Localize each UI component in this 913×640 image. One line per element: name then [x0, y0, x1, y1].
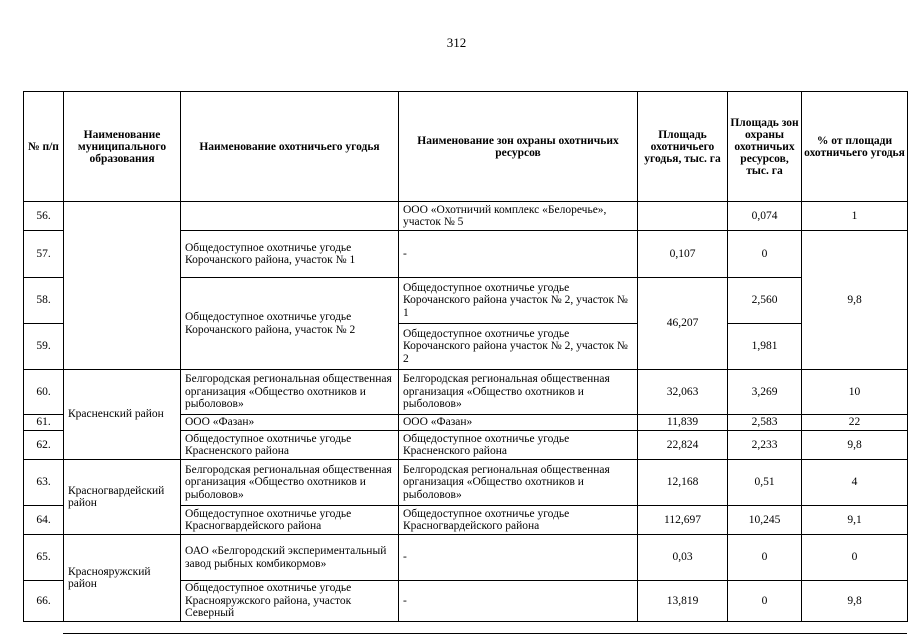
zone-area-cell: 1,981	[728, 324, 802, 370]
row-num: 61.	[24, 415, 64, 431]
table-row	[24, 460, 908, 506]
area-cell	[638, 202, 728, 231]
header-hunting-ground: Наименование охотничьего угодья	[181, 92, 399, 202]
hunting-ground-cell: Белгородская региональная общественная организация «Общество охотников и рыболовов»	[181, 370, 399, 415]
zone-area-cell: 2,233	[728, 431, 802, 460]
zone-area-cell: 0	[728, 231, 802, 278]
zone-area-cell: 10,245	[728, 506, 802, 535]
row-num: 62.	[24, 431, 64, 460]
percent-cell: 9,1	[802, 506, 908, 535]
protection-zone-cell: Общедоступное охотничье угодье Корочанского района участок № 2, участок № 2	[399, 324, 638, 370]
hunting-ground-cell: ОАО «Белгородский экспериментальный завод рыбных комбикормов»	[181, 535, 399, 581]
protection-zone-cell: Общедоступное охотничье угодье Красненского района	[399, 431, 638, 460]
table-row	[24, 535, 908, 581]
municipality-cell: Красненский район	[64, 370, 181, 460]
area-cell: 12,168	[638, 460, 728, 506]
area-cell: 32,063	[638, 370, 728, 415]
area-cell: 22,824	[638, 431, 728, 460]
protection-zone-cell: Белгородская региональная общественная организация «Общество охотников и рыболовов»	[399, 460, 638, 506]
zone-area-cell: 2,583	[728, 415, 802, 431]
municipality-cell: Красногвардейский район	[64, 460, 181, 535]
percent-cell: 9,8	[802, 581, 908, 622]
hunting-ground-cell: Общедоступное охотничье угодье Красногвардейского района	[181, 506, 399, 535]
hunting-ground-cell: Общедоступное охотничье угодье Корочанского района, участок № 1	[181, 231, 399, 278]
percent-cell: 9,8	[802, 431, 908, 460]
area-cell: 0,03	[638, 535, 728, 581]
zone-area-cell: 0,074	[728, 202, 802, 231]
row-num: 66.	[24, 581, 64, 622]
zone-area-cell: 3,269	[728, 370, 802, 415]
hunting-grounds-table	[23, 91, 908, 622]
hunting-ground-cell: Общедоступное охотничье угодье Краснояружского района, участок Северный	[181, 581, 399, 622]
municipality-cell: Краснояружский район	[64, 535, 181, 622]
zone-area-cell: 2,560	[728, 278, 802, 324]
row-num: 63.	[24, 460, 64, 506]
row-num: 58.	[24, 278, 64, 324]
row-num: 56.	[24, 202, 64, 231]
zone-area-cell: 0	[728, 581, 802, 622]
percent-cell: 0	[802, 535, 908, 581]
hunting-ground-cell: Белгородская региональная общественная организация «Общество охотников и рыболовов»	[181, 460, 399, 506]
table-row	[24, 370, 908, 415]
protection-zone-cell: Общедоступное охотничье угодье Корочанского района участок № 2, участок № 1	[399, 278, 638, 324]
area-cell: 11,839	[638, 415, 728, 431]
row-num: 57.	[24, 231, 64, 278]
header-percent: % от площади охотничьего угодья	[802, 92, 908, 202]
row-num: 65.	[24, 535, 64, 581]
row-num: 64.	[24, 506, 64, 535]
area-cell: 0,107	[638, 231, 728, 278]
hunting-ground-cell: Общедоступное охотничье угодье Корочанского района, участок № 2	[181, 278, 399, 370]
protection-zone-cell: Белгородская региональная общественная организация «Общество охотников и рыболовов»	[399, 370, 638, 415]
header-municipality: Наименование муниципального образования	[64, 92, 181, 202]
area-cell: 112,697	[638, 506, 728, 535]
protection-zone-cell: Общедоступное охотничье угодье Красногвардейского района	[399, 506, 638, 535]
zone-area-cell: 0	[728, 535, 802, 581]
header-area: Площадь охотничьего угодья, тыс. га	[638, 92, 728, 202]
hunting-ground-cell	[181, 202, 399, 231]
header-protection-zone: Наименование зон охраны охотничьих ресурсов	[399, 92, 638, 202]
percent-cell: 1	[802, 202, 908, 231]
protection-zone-cell: -	[399, 231, 638, 278]
protection-zone-cell: -	[399, 581, 638, 622]
header-num: № п/п	[24, 92, 64, 202]
zone-area-cell: 0,51	[728, 460, 802, 506]
hunting-ground-cell: Общедоступное охотничье угодье Красненского района	[181, 431, 399, 460]
area-cell: 13,819	[638, 581, 728, 622]
header-row	[24, 92, 908, 202]
protection-zone-cell: -	[399, 535, 638, 581]
protection-zone-cell: ООО «Фазан»	[399, 415, 638, 431]
municipality-cell	[64, 202, 181, 370]
page-bottom-rule	[63, 633, 907, 634]
hunting-ground-cell: ООО «Фазан»	[181, 415, 399, 431]
row-num: 60.	[24, 370, 64, 415]
row-num: 59.	[24, 324, 64, 370]
page-number: 312	[446, 35, 467, 50]
header-zone-area: Площадь зон охраны охотничьих ресурсов, тыс. га	[728, 92, 802, 202]
percent-cell: 4	[802, 460, 908, 506]
table-row	[24, 202, 908, 231]
percent-cell: 22	[802, 415, 908, 431]
percent-cell: 9,8	[802, 231, 908, 370]
percent-cell: 10	[802, 370, 908, 415]
area-cell: 46,207	[638, 278, 728, 370]
protection-zone-cell: ООО «Охотничий комплекс «Белоречье», участок № 5	[399, 202, 638, 231]
